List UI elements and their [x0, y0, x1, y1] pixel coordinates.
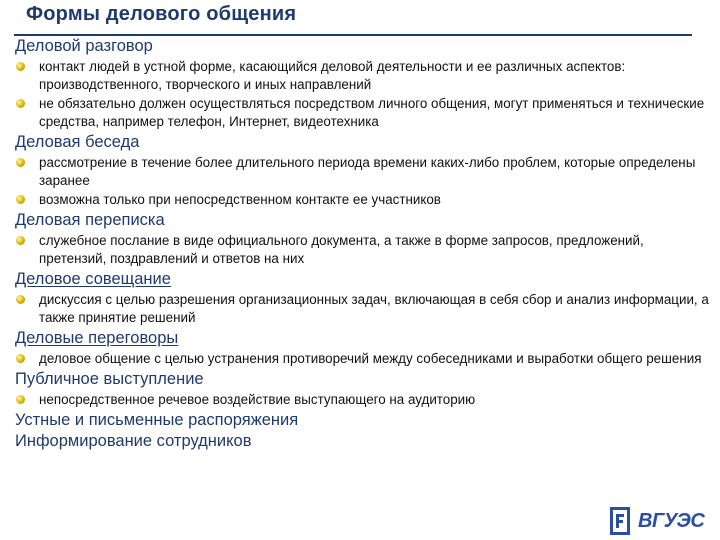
section-heading: Деловая беседа — [15, 133, 140, 151]
section-heading: Публичное выступление — [15, 370, 204, 388]
list-item — [15, 291, 710, 327]
bullet-dot-icon — [16, 62, 25, 71]
list-item-text: деловое общение с целью устранения противоречий между собеседниками и выработки общего решения — [39, 351, 702, 366]
bullet-dot-icon — [16, 158, 25, 167]
list-item — [15, 391, 710, 409]
bullet-list — [15, 232, 710, 268]
bullet-dot-icon — [16, 395, 25, 404]
university-emblem-icon — [608, 506, 632, 536]
list-item-text: контакт людей в устной форме, касающийся деловой деятельности и ее различных аспектов: производственного, творческого и иных направлений — [39, 59, 626, 92]
page-title: Формы делового общения — [26, 3, 297, 25]
bullet-dot-icon — [16, 236, 25, 245]
list-item — [15, 95, 710, 131]
section-heading: Деловой разговор — [15, 37, 153, 55]
list-item-text: рассмотрение в течение более длительного периода времени каких-либо проблем, которые определены заранее — [39, 155, 696, 188]
list-item — [15, 191, 710, 209]
list-item — [15, 58, 710, 94]
bullet-list — [15, 350, 710, 368]
university-logo — [608, 506, 704, 536]
list-item — [15, 350, 710, 368]
bullet-list — [15, 291, 710, 327]
section-heading: Информирование сотрудников — [15, 432, 252, 450]
bullet-dot-icon — [16, 354, 25, 363]
list-item-text: возможна только при непосредственном контакте ее участников — [39, 192, 441, 207]
list-item-text: служебное послание в виде официального документа, а также в форме запросов, предложений, претензий, поздравлений и ответов на них — [39, 233, 644, 266]
bullet-list — [15, 154, 710, 209]
section-heading: Устные и письменные распоряжения — [15, 411, 299, 429]
section-heading: Деловое совещание — [15, 270, 171, 288]
list-item-text: непосредственное речевое воздействие выступающего на аудиторию — [39, 392, 476, 407]
logo-text: ВГУЭС — [638, 510, 705, 532]
bullet-list — [15, 391, 710, 409]
list-item — [15, 154, 710, 190]
bullet-dot-icon — [16, 195, 25, 204]
bullet-dot-icon — [16, 295, 25, 304]
slide-content — [15, 36, 710, 452]
list-item — [15, 232, 710, 268]
section-heading: Деловая переписка — [15, 211, 165, 229]
bullet-dot-icon — [16, 99, 25, 108]
bullet-list — [15, 58, 710, 131]
list-item-text: не обязательно должен осуществляться посредством личного общения, могут применяться и технические средства, например телефон, Интернет, видеотехника — [39, 96, 705, 129]
list-item-text: дискуссия с целью разрешения организационных задач, включающая в себя сбор и анализ информации, а также принятие решений — [39, 292, 709, 325]
section-heading: Деловые переговоры — [15, 329, 179, 347]
